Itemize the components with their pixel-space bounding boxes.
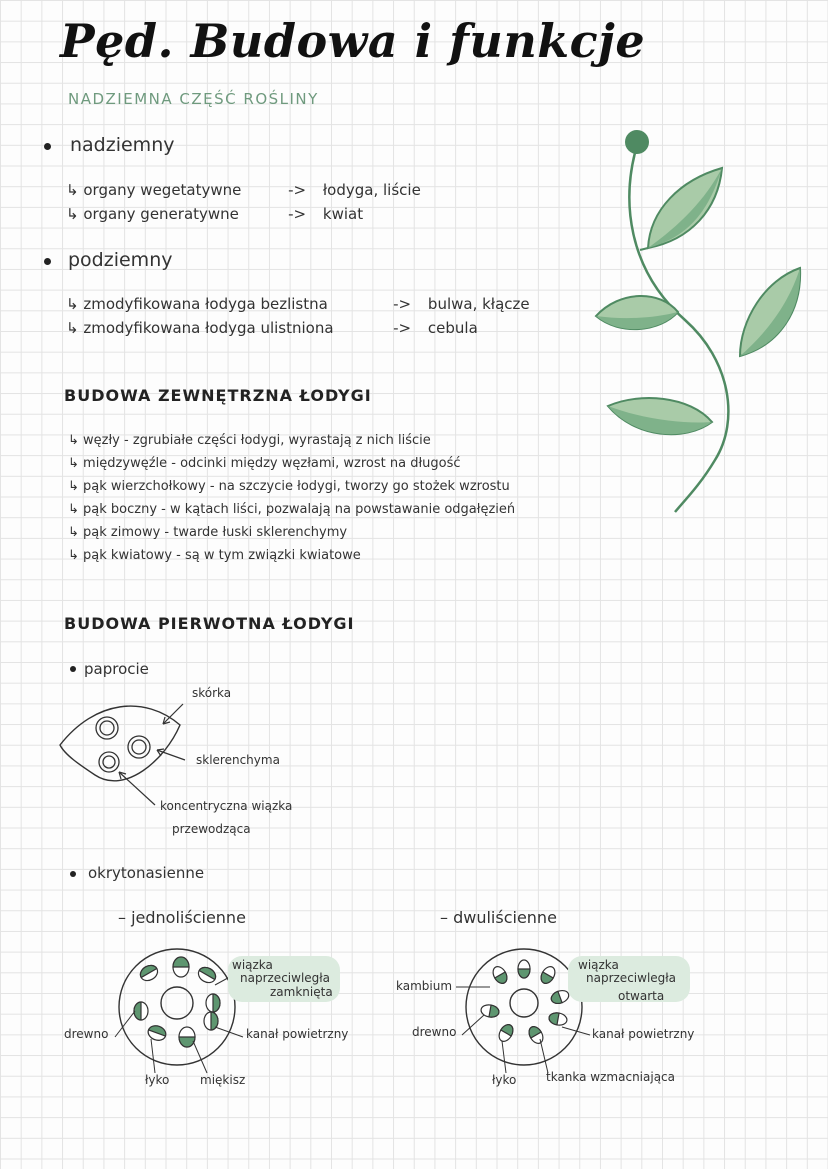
label-wiazka-1: koncentryczna wiązka <box>160 799 293 813</box>
page-subtitle: NADZIEMNA CZĘŚĆ ROŚLINY <box>68 90 319 108</box>
fern-label: paprocie <box>84 660 149 678</box>
list-item: ↳ pąk boczny - w kątach liści, pozwalają na powstawanie odgałęzień <box>68 502 516 517</box>
bullet-icon <box>44 143 51 150</box>
sub-arrow-icon: ↳ <box>68 548 84 563</box>
sub-arrow-icon: ↳ <box>66 181 79 199</box>
angiosperm-label: okrytonasienne <box>88 864 205 882</box>
plant-illustration <box>590 120 810 520</box>
mono-label-naprzeciwlegla: naprzeciwległa <box>240 971 331 985</box>
di-label-kanal: kanał powietrzny <box>592 1027 695 1041</box>
page-title: Pęd. Budowa i funkcje <box>60 14 646 68</box>
list-heading-nadziemny: nadziemny <box>70 134 175 156</box>
mono-label-lyko: łyko <box>145 1073 170 1087</box>
list-item: ↳ organy wegetatywne -> łodyga, liście <box>66 181 421 199</box>
sub-arrow-icon: ↳ <box>68 479 84 494</box>
monocot-stem-diagram <box>115 945 245 1075</box>
list-item: ↳ pąk zimowy - twarde łuski sklerenchymy <box>68 525 348 540</box>
plant-bud-icon <box>625 130 649 154</box>
di-label-otwarta: otwarta <box>618 989 665 1003</box>
sub-arrow-icon: ↳ <box>66 319 79 337</box>
di-label-wiazka: wiązka <box>578 958 619 972</box>
mono-label-zamknieta: zamknięta <box>270 985 333 999</box>
label-sklerenchyma: sklerenchyma <box>196 753 280 767</box>
sub-arrow-icon: ↳ <box>68 525 84 540</box>
mono-label-wiazka: wiązka <box>232 958 273 972</box>
list-item: ↳ zmodyfikowana łodyga bezlistna -> bulwa, kłącze <box>66 295 530 313</box>
mono-title: – jednoliścienne <box>118 908 246 927</box>
label-skorka: skórka <box>192 686 232 700</box>
di-label-kambium: kambium <box>396 979 453 993</box>
di-label-drewno: drewno <box>412 1025 457 1039</box>
list-item: ↳ międzywęźle - odcinki między węzłami, wzrost na długość <box>68 456 461 471</box>
di-label-naprzeciwlegla: naprzeciwległa <box>586 971 677 985</box>
bullet-icon <box>70 666 76 672</box>
leaf-icon <box>648 168 722 248</box>
sub-arrow-icon: ↳ <box>68 456 84 471</box>
bullet-icon <box>44 258 51 265</box>
list-item: ↳ zmodyfikowana łodyga ulistniona -> cebula <box>66 319 478 337</box>
label-wiazka-2: przewodząca <box>172 822 251 836</box>
mono-label-miekisz: miękisz <box>200 1073 246 1087</box>
di-label-tkanka: tkanka wzmacniająca <box>546 1070 675 1084</box>
di-label-lyko: łyko <box>492 1073 517 1087</box>
sub-arrow-icon: ↳ <box>68 502 84 517</box>
list-item: ↳ pąk kwiatowy - są w tym związki kwiatowe <box>68 548 361 563</box>
mono-label-drewno: drewno <box>64 1027 109 1041</box>
mono-label-kanal: kanał powietrzny <box>246 1027 349 1041</box>
list-item: ↳ pąk wierzchołkowy - na szczycie łodygi, tworzy go stożek wzrostu <box>68 479 510 494</box>
sub-arrow-icon: ↳ <box>66 295 79 313</box>
section-heading-zewnetrzna: BUDOWA ZEWNĘTRZNA ŁODYGI <box>64 386 372 405</box>
sub-arrow-icon: ↳ <box>68 433 84 448</box>
list-heading-podziemny: podziemny <box>68 249 173 271</box>
di-title: – dwuliścienne <box>440 908 557 927</box>
list-item: ↳ węzły - zgrubiałe części łodygi, wyrastają z nich liście <box>68 433 431 448</box>
sub-arrow-icon: ↳ <box>66 205 79 223</box>
section-heading-pierwotna: BUDOWA PIERWOTNA ŁODYGI <box>64 614 355 633</box>
list-item: ↳ organy generatywne -> kwiat <box>66 205 364 223</box>
bullet-icon <box>70 871 76 877</box>
